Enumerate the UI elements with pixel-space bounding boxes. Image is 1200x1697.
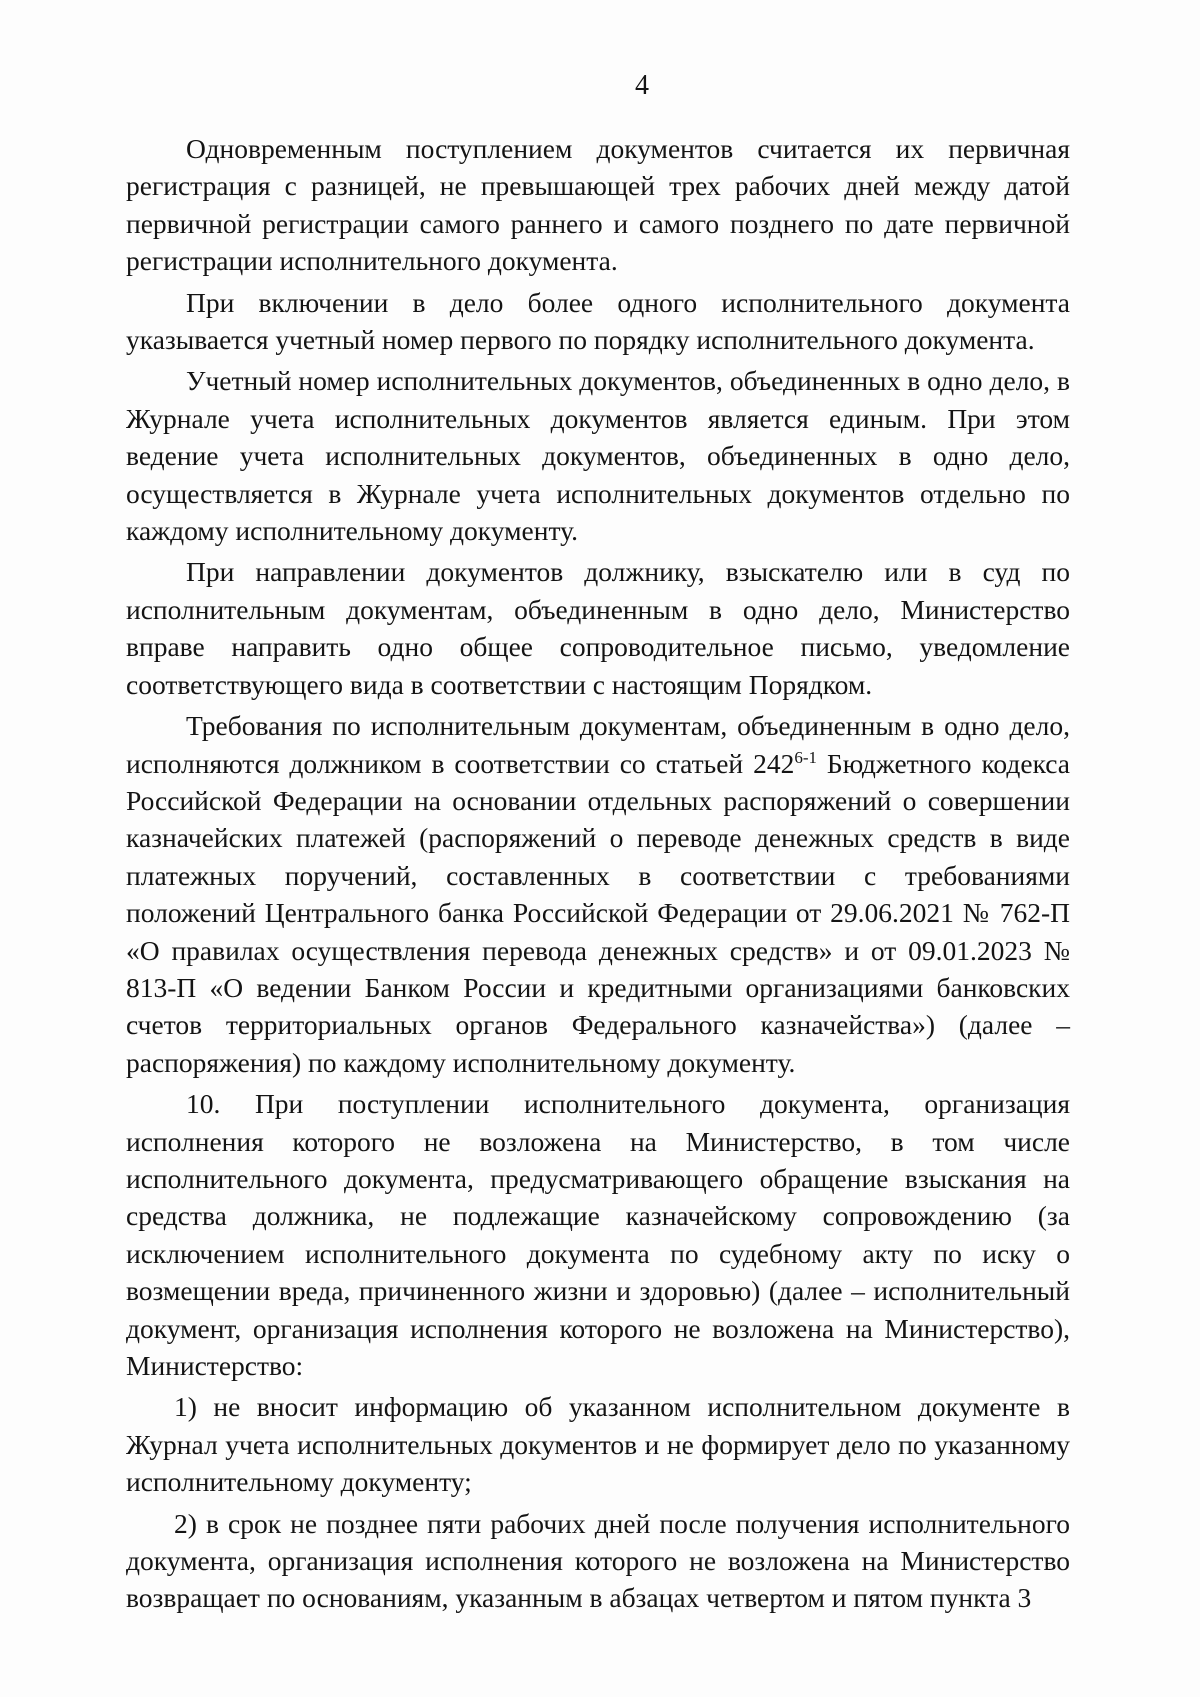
paragraph-simultaneous-receipt: Одновременным поступлением документов считается их первичная регистрация с разницей, не превышающей трех рабочих дней между датой первичной регистрации самого раннего и самого позднего по дате первичной регистрации исполнительного документа.	[126, 133, 1070, 277]
document-body	[126, 130, 1070, 1621]
paragraph-subitem-2: 2) в срок не позднее пяти рабочих дней после получения исполнительного документа, организация исполнения которого не возложена на Министерство возвращает по основаниям, указанным в абзацах четвертом и пятом пункта 3	[126, 1507, 1070, 1614]
page-number: 4	[635, 70, 649, 101]
paragraph-unified-account-number: Учетный номер исполнительных документов, объединенных в одно дело, в Журнале учета исполнительных документов является единым. При этом ведение учета исполнительных документов, объединенных в одно дело, осуществляется в Журнале учета исполнительных документов отдельно по каждому исполнительному документу.	[126, 365, 1070, 547]
paragraph-requirements-text-before: Требования по исполнительным документам, объединенным в одно дело, исполняются должником в соответствии со статьей 242	[126, 710, 1070, 779]
paragraph-account-number-first: При включении в дело более одного исполнительного документа указывается учетный номер первого по порядку исполнительного документа.	[126, 286, 1070, 356]
paragraph-subitem-1: 1) не вносит информацию об указанном исполнительном документе в Журнал учета исполнительных документов и не формирует дело по указанному исполнительному документу;	[126, 1391, 1070, 1498]
paragraph-item-10: 10. При поступлении исполнительного документа, организация исполнения которого не возложена на Министерство, в том числе исполнительного документа, предусматривающего обращение взыскания на средства должника, не подлежащие казначейскому сопровождению (за исключением исполнительного документа по судебному акту по иску о возмещении вреда, причиненного жизни и здоровью) (далее – исполнительный документ, организация исполнения которого не возложена на Министерство), Министерство:	[126, 1088, 1070, 1381]
paragraph-requirements-text-after: Бюджетного кодекса Российской Федерации на основании отдельных распоряжений о совершении казначейских платежей (распоряжений о переводе денежных средств в виде платежных поручений, составленных в соответствии с требованиями положений Центрального банка Российской Федерации от 29.06.2021 № 762-П «О правилах осуществления перевода денежных средств» и от 09.01.2023 № 813-П «О ведении Банком России и кредитными организациями банковских счетов территориальных органов Федерального казначейства») (далее – распоряжения) по каждому исполнительному документу.	[126, 747, 1071, 1078]
article-superscript: 6-1	[794, 747, 817, 767]
paragraph-requirements-execution	[126, 707, 1070, 1081]
paragraph-cover-letter: При направлении документов должнику, взыскателю или в суд по исполнительным документам, объединенным в одно дело, Министерство вправе направить одно общее сопроводительное письмо, уведомление соответствующего вида в соответствии с настоящим Порядком.	[126, 556, 1070, 700]
